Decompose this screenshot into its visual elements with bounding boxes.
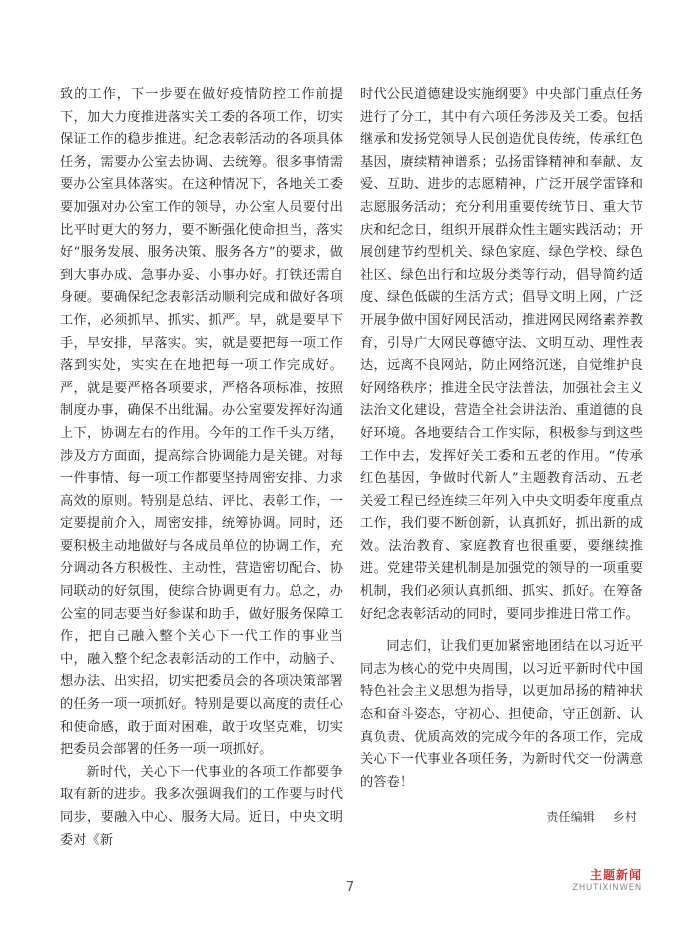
editor-name: 乡村 xyxy=(612,810,637,825)
article-column-left xyxy=(60,84,343,852)
article-column-right xyxy=(360,84,643,829)
section-brand xyxy=(572,868,642,894)
paragraph: 同志们，让我们更加紧密地团结在以习近平同志为核心的党中央周围，以习近平新时代中国特色社会主义思想为指导，以更加昂扬的精神状态和奋斗姿态，守初心、担使命，守正创新、认真负责、优质高效的完成今年的各项工作，完成关心下一代事业各项任务，为新时代交一份满意的答卷！ xyxy=(360,639,643,790)
editor-credit xyxy=(360,806,643,829)
brand-chinese: 主题新闻 xyxy=(589,868,642,882)
page-number: 7 xyxy=(345,880,355,895)
brand-pinyin: ZHUTIXINWEN xyxy=(572,883,642,893)
editor-label: 责任编辑 xyxy=(546,810,595,825)
paragraph: 致的工作，下一步要在做好疫情防控工作前提下，加大力度推进落实关工委的各项工作，切实保证工作的稳步推进。纪念表彰活动的各项具体任务，需要办公室去协调、去统筹。很多事情需要办公室具体落实。在这种情况下，各地关工委要加强对办公室工作的领导，办公室人员要付出比平时更大的努力，要不断强化使命担当，落实好“服务发展、服务决策、服务各方”的要求，做到大事办成、急事办妥、小事办好。打铁还需自身硬。要确保纪念表彰活动顺利完成和做好各项工作，必须抓早、抓实、抓严。早，就是要早下手，早安排，早落实。实，就是要把每一项工作落到实处，实实在在地把每一项工作完成好。严，就是要严格各项要求，严格各项标准，按照制度办事，确保不出纰漏。办公室要发挥好沟通上下，协调左右的作用。今年的工作千头万绪，涉及方方面面，提高综合协调能力是关键。对每一件事情、每一项工作都要坚持周密安排、力求高效的原则。特别是总结、评比、表彰工作，一定要提前介入，周密安排，统筹协调。同时，还要积极主动地做好与各成员单位的协调工作，充分调动各方积极性、主动性，营造密切配合、协同联动的好氛围，使综合协调更有力。总之，办公室的同志要当好参谋和助手，做好服务保障工作，把自己融入整个关心下一代工作的事业当中，融入整个纪念表彰活动的工作中，动脑子、想办法、出实招，切实把委员会的各项决策部署的任务一项一项抓好。特别是要以高度的责任心和使命感，敢于面对困难，敢于攻坚克难，切实把委员会部署的任务一项一项抓好。 xyxy=(60,87,343,758)
paragraph: 新时代，关心下一代事业的各项工作都要争取有新的进步。我多次强调我们的工作要与时代同步，要融入中心、服务大局。近日，中央文明委对《新 xyxy=(60,764,343,848)
paragraph: 时代公民道德建设实施纲要》中央部门重点任务进行了分工，其中有六项任务涉及关工委。包括继承和发扬党领导人民创造优良传统，传承红色基因，赓续精神谱系；弘扬雷锋精神和奉献、友爱、互助、进步的志愿精神，广泛开展学雷锋和志愿服务活动；充分利用重要传统节日、重大节庆和纪念日，组织开展群众性主题实践活动；开展创建节约型机关、绿色家庭、绿色学校、绿色社区、绿色出行和垃圾分类等行动，倡导简约适度、绿色低碳的生活方式；倡导文明上网，广泛开展争做中国好网民活动，推进网民网络素养教育，引导广大网民尊德守法、文明互动、理性表达，远离不良网站，防止网络沉迷，自觉维护良好网络秩序；推进全民守法普法，加强社会主义法治文化建设，营造全社会讲法治、重道德的良好环境。各地要结合工作实际，积极参与到这些工作中去，发挥好关工委和五老的作用。“传承红色基因，争做时代新人”主题教育活动、五老关爱工程已经连续三年列入中央文明委年度重点工作，我们要不断创新，认真抓好，抓出新的成效。法治教育、家庭教育也很重要，要继续推进。党建带关建机制是加强党的领导的一项重要机制，我们必须认真抓细、抓实、抓好。在筹备好纪念表彰活动的同时，要同步推进日常工作。 xyxy=(360,87,643,622)
